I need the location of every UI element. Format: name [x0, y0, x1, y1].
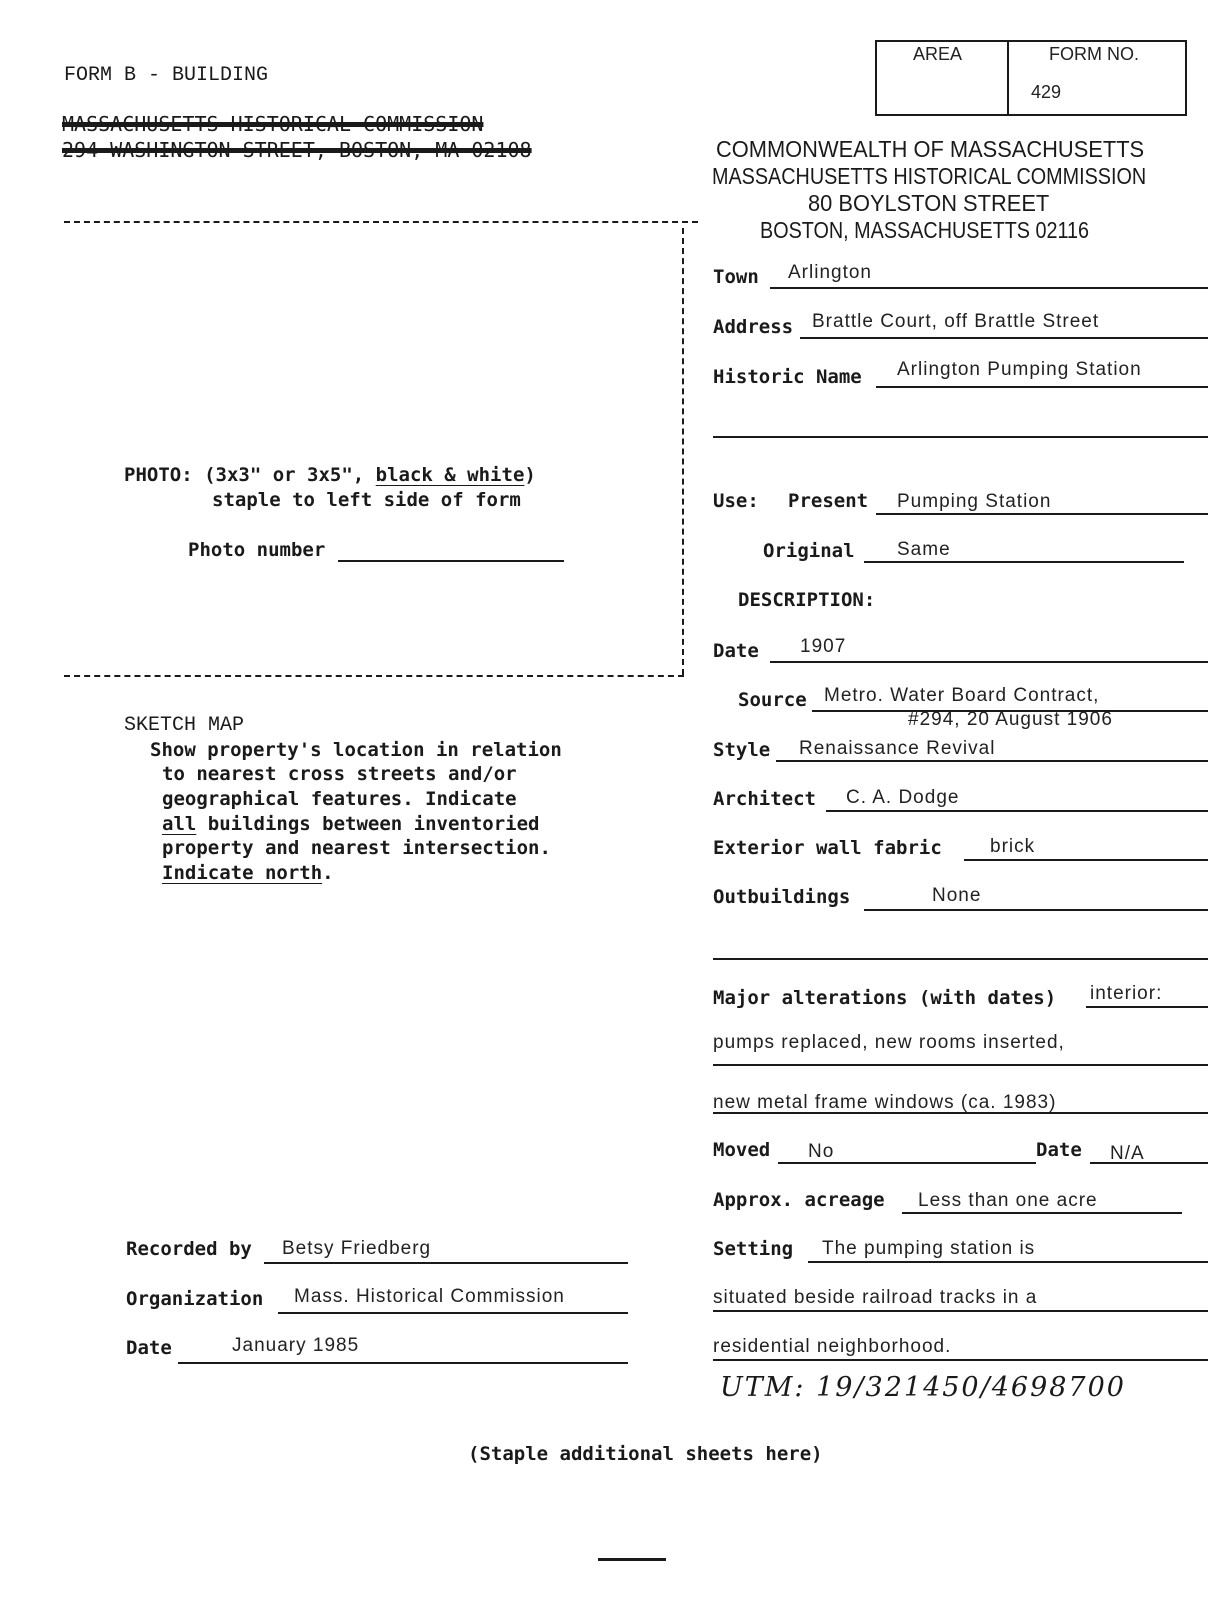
- alterations-line-2: [713, 1064, 1208, 1066]
- historic-name-value: Arlington Pumping Station: [897, 359, 1142, 380]
- sketch-map-line-1: Show property's location in relation: [150, 739, 562, 761]
- present-value: Pumping Station: [897, 491, 1052, 512]
- sketch-map-line-5: property and nearest intersection.: [162, 837, 551, 859]
- alterations-value-line-1: interior:: [1090, 983, 1163, 1004]
- historic-name-label: Historic Name: [713, 366, 862, 388]
- setting-label: Setting: [713, 1238, 794, 1260]
- original-line: [864, 561, 1184, 563]
- setting-line-2: [713, 1310, 1208, 1312]
- alterations-label: Major alterations (with dates): [713, 987, 1057, 1009]
- date-value: 1907: [800, 636, 847, 657]
- photo-staple-note: staple to left side of form: [212, 489, 521, 511]
- source-label: Source: [738, 689, 807, 711]
- photo-area-right-border: [682, 228, 684, 675]
- date-line: [770, 661, 1208, 663]
- alterations-line-1: [1086, 1006, 1208, 1008]
- architect-value: C. A. Dodge: [846, 787, 960, 808]
- address-label: Address: [713, 316, 794, 338]
- outbuildings-value: None: [932, 885, 982, 906]
- agency-line-2: MASSACHUSETTS HISTORICAL COMMISSION: [712, 163, 1147, 189]
- area-label: AREA: [913, 44, 963, 64]
- architect-line: [826, 810, 1208, 812]
- acreage-label: Approx. acreage: [713, 1189, 885, 1211]
- original-label: Original: [763, 540, 855, 562]
- source-value-line-1: Metro. Water Board Contract,: [824, 685, 1100, 706]
- original-value: Same: [897, 539, 951, 560]
- form-no-value: 429: [1031, 82, 1062, 102]
- recorded-date-line: [178, 1362, 628, 1364]
- setting-line-1: [808, 1261, 1208, 1263]
- use-label: Use:: [713, 490, 759, 512]
- organization-line: [278, 1312, 628, 1314]
- outbuildings-line: [864, 909, 1208, 911]
- style-line: [776, 760, 1208, 762]
- old-agency-name: MASSACHUSETTS HISTORICAL COMMISSION: [62, 112, 484, 136]
- town-line: [770, 287, 1208, 289]
- sketch-map-line-4: [162, 813, 540, 835]
- wall-fabric-label: Exterior wall fabric: [713, 837, 942, 859]
- agency-line-1: COMMONWEALTH OF MASSACHUSETTS: [716, 136, 1145, 162]
- agency-line-4: BOSTON, MASSACHUSETTS 02116: [760, 217, 1090, 243]
- form-title: FORM B - BUILDING: [64, 64, 269, 87]
- setting-line-3: [713, 1359, 1208, 1361]
- organization-label: Organization: [126, 1288, 264, 1310]
- wall-fabric-value: brick: [990, 836, 1036, 857]
- address-line: [800, 337, 1208, 339]
- style-label: Style: [713, 739, 771, 761]
- sketch-map-line-6: [162, 862, 334, 884]
- utm-handwritten-note: UTM: 19/321450/4698700: [720, 1372, 1126, 1403]
- alterations-value-line-2: pumps replaced, new rooms inserted,: [713, 1032, 1065, 1053]
- bottom-mark: [598, 1558, 666, 1561]
- agency-line-3: 80 BOYLSTON STREET: [808, 190, 1050, 216]
- recorded-by-value: Betsy Friedberg: [282, 1238, 432, 1259]
- address-value: Brattle Court, off Brattle Street: [812, 311, 1100, 332]
- sketch-map-line-2: to nearest cross streets and/or: [162, 763, 517, 785]
- box-divider: [1007, 42, 1009, 114]
- photo-number-label: Photo number: [188, 539, 326, 561]
- photo-instructions: [124, 464, 536, 486]
- description-heading: DESCRIPTION:: [738, 589, 876, 611]
- photo-area-bottom-border: [64, 675, 684, 677]
- sketch-map-indicate-north: Indicate north: [162, 862, 323, 884]
- form-no-label: FORM NO.: [1049, 44, 1139, 64]
- recorded-by-line: [264, 1262, 628, 1264]
- photo-number-line: [338, 560, 564, 562]
- moved-date-value: N/A: [1110, 1143, 1145, 1164]
- photo-instructions-suffix: ): [524, 464, 536, 486]
- organization-value: Mass. Historical Commission: [294, 1286, 565, 1307]
- sketch-map-line-4-rest: buildings between inventoried: [196, 813, 540, 835]
- photo-instructions-underlined: black & white: [375, 464, 525, 486]
- date-label: Date: [713, 640, 759, 662]
- recorded-date-label: Date: [126, 1337, 172, 1359]
- town-value: Arlington: [788, 262, 872, 283]
- sketch-map-line-6-rest: .: [322, 862, 334, 884]
- present-line: [876, 513, 1208, 515]
- historic-name-line: [876, 386, 1208, 388]
- alterations-value-line-3: new metal frame windows (ca. 1983): [713, 1092, 1057, 1113]
- outbuildings-line-2: [713, 958, 1208, 960]
- acreage-line: [902, 1212, 1182, 1214]
- present-label: Present: [788, 490, 869, 512]
- setting-value-line-2: situated beside railroad tracks in a: [713, 1287, 1038, 1308]
- acreage-value: Less than one acre: [918, 1190, 1098, 1211]
- source-value-line-2: #294, 20 August 1906: [908, 709, 1113, 730]
- staple-note: (Staple additional sheets here): [468, 1443, 823, 1465]
- outbuildings-label: Outbuildings: [713, 886, 851, 908]
- moved-date-line: [1090, 1162, 1208, 1164]
- recorded-by-label: Recorded by: [126, 1238, 252, 1260]
- sketch-map-line-3: geographical features. Indicate: [162, 788, 517, 810]
- setting-value-line-1: The pumping station is: [822, 1238, 1036, 1259]
- sketch-map-title: SKETCH MAP: [124, 714, 245, 737]
- architect-label: Architect: [713, 788, 816, 810]
- moved-date-label: Date: [1036, 1139, 1082, 1161]
- area-form-box: [875, 40, 1187, 116]
- sketch-map-all: all: [162, 813, 197, 835]
- photo-area-top-border: [64, 221, 698, 223]
- town-label: Town: [713, 266, 759, 288]
- photo-instructions-prefix: PHOTO: (3x3" or 3x5",: [124, 464, 376, 486]
- historic-name-line-2: [713, 436, 1208, 438]
- recorded-date-value: January 1985: [232, 1335, 360, 1356]
- wall-fabric-line: [964, 859, 1208, 861]
- old-agency-address: 294 WASHINGTON STREET, BOSTON, MA 02108: [62, 138, 532, 162]
- style-value: Renaissance Revival: [799, 738, 996, 759]
- setting-value-line-3: residential neighborhood.: [713, 1336, 952, 1357]
- moved-label: Moved: [713, 1139, 771, 1161]
- moved-value: No: [808, 1141, 835, 1162]
